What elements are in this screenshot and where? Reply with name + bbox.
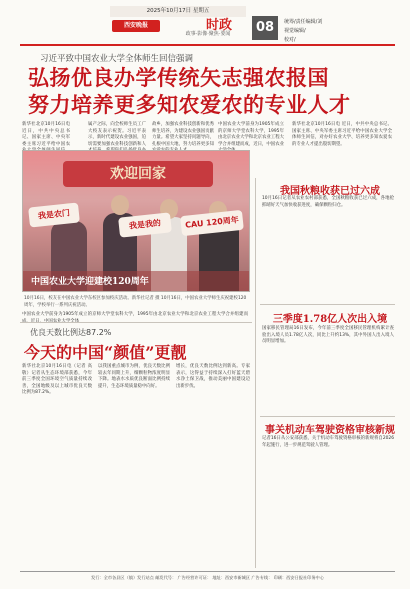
brief-title: 事关机动车驾驶资格审核新规 — [265, 425, 395, 436]
photo-caption-overlay: 中国农业大学迎建校120周年 — [31, 277, 149, 287]
article-divider — [20, 322, 252, 323]
brief-divider — [260, 416, 395, 417]
brief-divider — [260, 304, 395, 305]
page-footer: 发行：全市各县区（镇）发行站点 邮发代号： 广告经营许可证： 地址：西安市新城区 广告专线： 印刷：西安日报社印务中心 — [20, 571, 395, 581]
brief-body: 国家移民管理局16日发布，今年前三季度全国移民管理机构累计查验出入境人员1.78亿人次，同比上升约13%，其中外国人出入境人员明显增加。 — [262, 326, 394, 345]
section-title: 时政 — [206, 18, 233, 33]
lead-kicker: 习近平致中国农业大学全体师生回信强调 — [40, 54, 194, 64]
person-head — [111, 195, 129, 215]
lead-headline — [28, 64, 388, 118]
photo-sign: CAU 120周年 — [180, 210, 244, 236]
lead-column: 中国农业大学前身为1905年成立的京师大学堂农科大学，1995年由北京农业大学和北京农业工程大学合并组建而 — [22, 312, 248, 317]
lead-column: 属产之际，向全校师生员工广大校友表示祝贺。习近平表示，新时代建设农业强国，迫切需要加强农业科技创新和人 — [88, 122, 146, 147]
lead-headline-line: 努力培养更多知农爱农的专业人才 — [28, 92, 351, 117]
second-column: 新华社北京10月16日电（记者 高敬）记者从生态环境部获悉，今年前三季度全国环境空气质量持续改善，全国地级及以上城市优良天数比例为87.2%。 — [22, 364, 92, 396]
brief-title: 三季度1.78亿人次出入境 — [272, 314, 388, 325]
photo-sign: 我是我的 — [118, 212, 172, 237]
photo-sign: 我是农门 — [28, 202, 80, 227]
second-column: 以我国重点城市为例，优良天数比例较去年同期上升，细颗粒物浓度明显下降。地表水水质优良断面比例持续提升，生态环境质量稳中向好。 — [98, 364, 170, 389]
date-line: 2025年10月17日 星期五 — [110, 6, 246, 17]
page-number: 08 — [252, 16, 278, 40]
photo-banner: 欢迎回家 — [63, 161, 213, 187]
second-kicker: 优良天数比例达87.2% — [30, 328, 112, 337]
editor-line: 视觉编辑/ — [284, 28, 306, 34]
brief-body: 记者16日从公安部获悉，关于机动车驾驶资格审核的新规将自2026年起施行，进一步规范驾驶人管理。 — [262, 436, 394, 448]
lead-column: 故乡，加强农业科技创新和优秀师生培养，为建设农业强国贡献力量。希望大家坚持问题导向，扎根中国大地，努力培养更多知 — [152, 122, 214, 147]
lead-headline-line: 弘扬优良办学传统矢志强农报国 — [28, 65, 329, 90]
editor-line: 统筹/责任编辑/刘 — [284, 19, 323, 25]
newspaper-logo: 西安晚报 — [112, 20, 160, 32]
brief-title: 我国秋粮收获已过六成 — [280, 186, 380, 197]
lead-column: 新华社北京10月16日电 近日，中共中央总书记、国家主席、中央军委主席习近平给中国农业大学全体师生回信，对办好农业大学、培养更多知农爱农的专业人才提出殷切期望。 — [292, 122, 392, 147]
lead-column: 中国农业大学前身为1905年成立的京师大学堂农科大学，1995年由北京农业大学和北京农业工程大学合并组建而成，近日，中国农业 — [218, 122, 284, 147]
photo-caption: 10月16日，校友在中国农业大学东校区参加校庆活动。新华社记者 摄 10月16日，中国农业大学师生庆祝建校120周年，学校举行一系列庆祝活动。 — [24, 296, 247, 308]
second-column: 增长，优良天数比例达到新高。专家表示，这得益于持续深入打好蓝天碧水净土保卫战，推动美丽中国建设迈出新步伐。 — [176, 364, 250, 389]
event-photo — [22, 150, 250, 292]
brief-body: 10月16日记者从农业农村部获悉，全国秋粮收获已过六成，各地抢抓晴好天气加快收获进度，确保颗粒归仓。 — [262, 196, 394, 208]
second-headline: 今天的中国“颜值”更靓 — [24, 343, 187, 362]
masthead-divider — [20, 44, 395, 46]
editor-line: 校对/ — [284, 37, 296, 43]
section-subtitle: 政事·影像·聚焦·要闻 — [185, 31, 231, 37]
lead-column: 新华社北京10月16日电 近日，中共中央总书记、国家主席、中央军委主席习近平给中国农 — [22, 122, 70, 147]
column-divider — [255, 178, 256, 568]
editor-credits — [284, 18, 394, 45]
